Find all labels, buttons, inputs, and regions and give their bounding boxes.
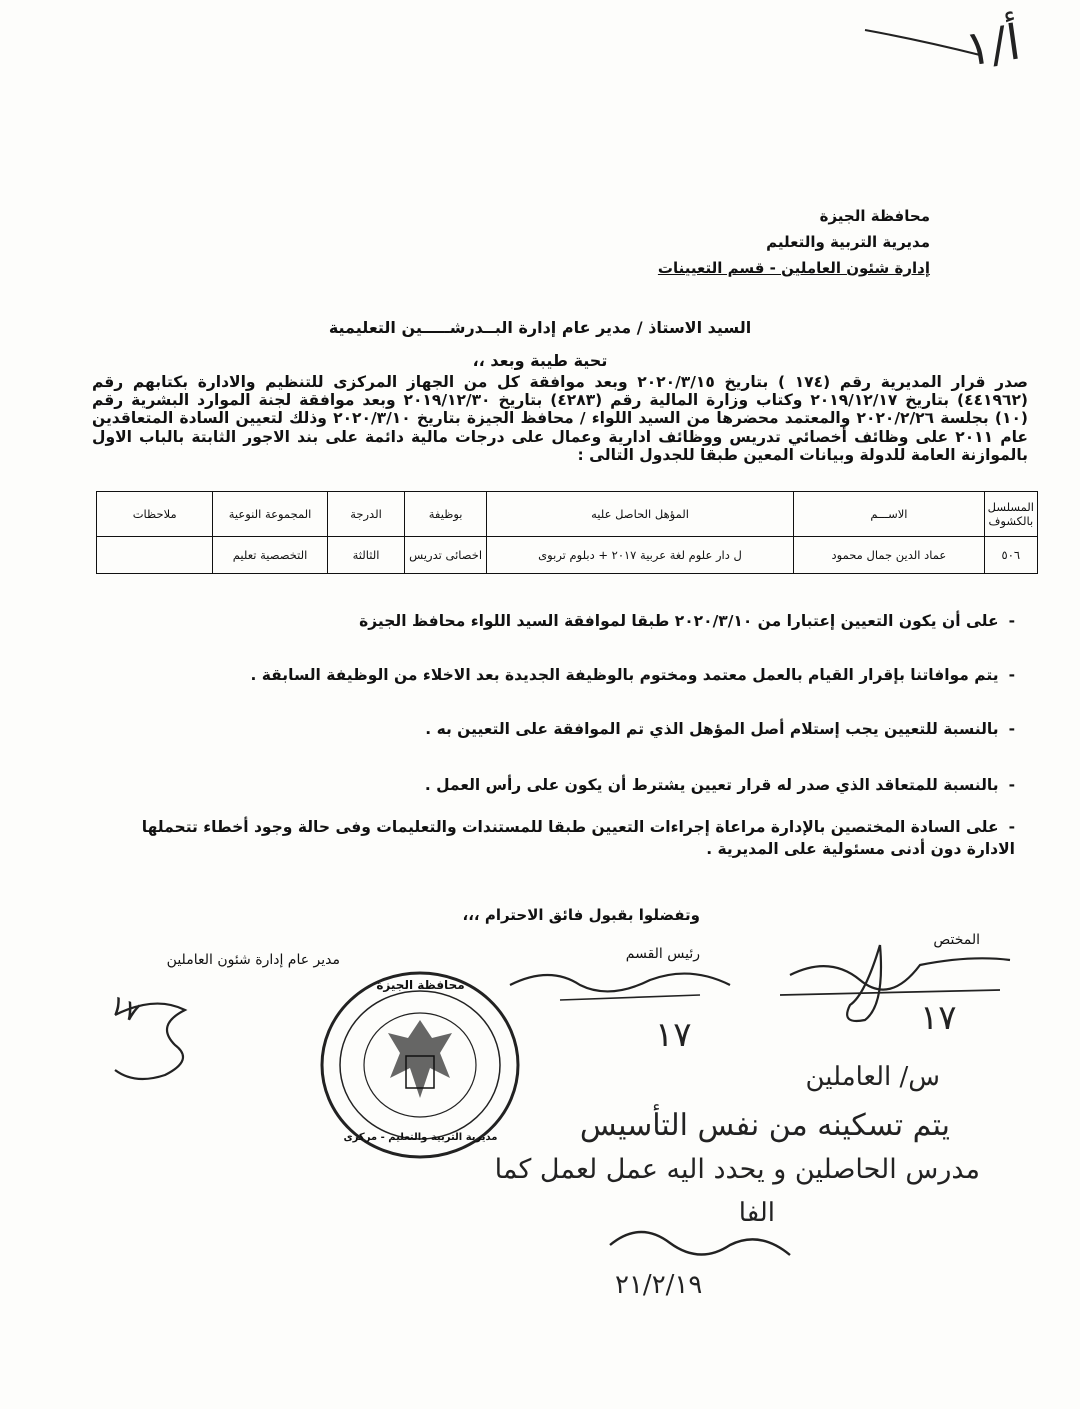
department-name: إدارة شئون العاملين - قسم التعيينات xyxy=(657,259,930,277)
handwritten-date: ٢١/٢/١٩ xyxy=(615,1270,703,1300)
cell-group: التخصصية تعليم xyxy=(213,537,327,574)
header-group: المجموعة النوعية xyxy=(213,492,327,537)
header-name: الاســـم xyxy=(794,492,984,537)
addressee: السيد الاستاذ / مدير عام إدارة البــدرشـــــين التعليمية xyxy=(328,318,752,337)
stamp-top-text: محافظة الجيزة xyxy=(376,978,465,992)
condition-item: -بالنسبة للمتعاقد الذي صدر له قرار تعيين يشترط أن يكون على رأس العمل . xyxy=(424,776,1015,794)
closing-line: وتفضلوا بقبول فائق الاحترام ،،، xyxy=(462,906,700,924)
handwritten-date-mark: ١٧ xyxy=(105,987,145,1030)
signature-label-specialist: المختص xyxy=(933,932,980,948)
body-paragraph: صدر قرار المديرية رقم (١٧٤ ) بتاريخ ٢٠٢٠/٣/١٥ وبعد موافقة كل من الجهاز المركزى للتنظيم والادارة بكتابهم رقم (٤٤١٩٦٢) بتاريخ ٢٠١٩/١٢/١٧ وكتاب وزارة المالية رقم (٤٢٨٣) بتاريخ ٢٠١٩/١٢/٣٠ وبعد موافقة لجنة الموارد البشرية رقم (١٠) بجلسة ٢٠٢٠/٢/٢٦ والمعتمد محضرها من السيد اللواء / محافظ الجيزة بتاريخ ٢٠٢٠/٣/١٠ وذلك لتعيين السادة المتعاقدين عام ٢٠١١ على وظائف أخصائي تدريس ووظائف ادارية وعمال على درجات مالية دائمة على بند الاجور الثابتة بالباب الاول بالموازنة العامة للدولة وبيانات المعين طبقا للجدول التالى : xyxy=(92,373,1029,464)
header-serial: المسلسل بالكشوف xyxy=(984,492,1037,537)
cell-serial: ٥٠٦ xyxy=(984,537,1037,574)
condition-item: -بالنسبة للتعيين يجب إستلام أصل المؤهل الذي تم الموافقة على التعيين به . xyxy=(425,720,1015,738)
greeting: تحية طيبة وبعد ،، xyxy=(472,351,608,370)
condition-item: -على أن يكون التعيين إعتبارا من ٢٠٢٠/٣/١٠ طبقا لموافقة السيد اللواء محافظ الجيزة xyxy=(359,612,1015,630)
handwritten-final-signature xyxy=(600,1215,800,1275)
header-notes: ملاحظات xyxy=(97,492,213,537)
section-head-signature xyxy=(500,955,740,1025)
governorate-name: محافظة الجيزة xyxy=(819,207,930,225)
directorate-name: مديرية التربية والتعليم xyxy=(766,233,930,251)
header-qualification: المؤهل الحاصل عليه xyxy=(486,492,793,537)
handwritten-date-mark: ١٧ xyxy=(920,998,957,1038)
handwritten-date-mark: ١٧ xyxy=(655,1015,692,1055)
header-job: بوظيفة xyxy=(405,492,487,537)
official-stamp xyxy=(318,968,523,1163)
table-header-row xyxy=(97,492,1038,537)
header-grade: الدرجة xyxy=(327,492,405,537)
appointment-table xyxy=(96,491,1038,574)
handwritten-note-line: يتم تسكينه من نفس التأسيس xyxy=(579,1108,950,1143)
corner-stroke xyxy=(860,10,990,70)
cell-notes xyxy=(97,537,213,574)
cell-grade: الثالثة xyxy=(327,537,405,574)
corner-handwritten-note: أ/١ xyxy=(961,14,1024,78)
document-header xyxy=(658,203,930,281)
signature-label-director: مدير عام إدارة شئون العاملين xyxy=(166,952,340,968)
cell-job: اخصائى تدريس xyxy=(405,537,487,574)
handwritten-note-line: الفا xyxy=(738,1198,775,1228)
table-row xyxy=(97,537,1038,574)
cell-qualification: ل دار علوم لغة عربية ٢٠١٧ + دبلوم تربوى xyxy=(486,537,793,574)
specialist-signature xyxy=(770,935,1030,1045)
handwritten-note-line: مدرس الحاصلين و يحدد اليه عمل لعمل كما xyxy=(494,1154,980,1185)
handwritten-note-line: س/ العاملين xyxy=(805,1062,940,1092)
condition-item: -يتم موافاتنا بإقرار القيام بالعمل معتمد ومختوم بالوظيفة الجديدة بعد الاخلاء من الوظيفة السابقة . xyxy=(250,666,1015,684)
stamp-bottom-text: مديرية التربية والتعليم - مركزى xyxy=(343,1132,498,1143)
condition-item: -على السادة المختصين بالإدارة مراعاة إجراءات التعيين طبقا للمستندات والتعليمات وفى حالة وجود أخطاء تتحملها الادارة دون أدنى مسئولية على المديرية . xyxy=(141,818,1015,858)
signature-label-section-head: رئيس القسم xyxy=(625,946,700,962)
cell-name: عماد الدين جمال محمود xyxy=(794,537,984,574)
